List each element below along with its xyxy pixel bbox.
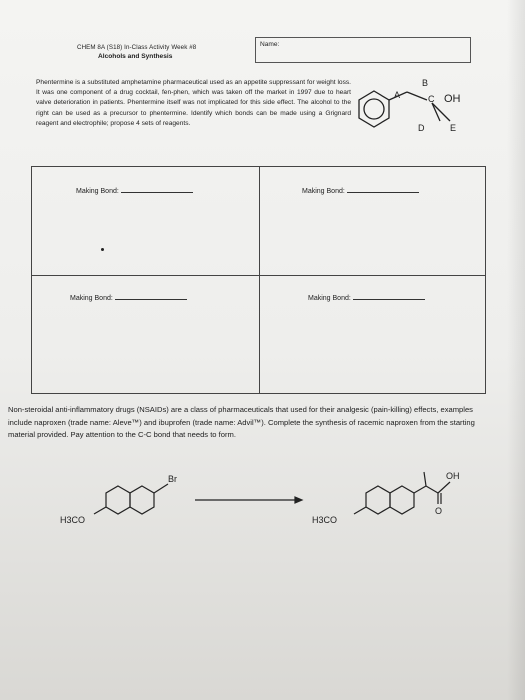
bond-b <box>407 92 427 100</box>
start-h3co-label: H3CO <box>60 515 86 525</box>
grid-divider-horizontal <box>32 275 485 276</box>
product-chain-bond-1 <box>414 486 426 493</box>
start-br-label: Br <box>168 474 177 484</box>
label-c: C <box>428 94 435 104</box>
bond-e <box>432 103 450 121</box>
grid-divider-vertical-top <box>259 167 260 275</box>
product-chain-bond-2 <box>426 486 438 493</box>
product-c-oh-bond <box>438 482 450 493</box>
label-oh: OH <box>444 93 461 105</box>
name-field[interactable] <box>255 37 471 63</box>
product-oh-label: OH <box>446 471 460 481</box>
answer-blank[interactable] <box>353 293 425 300</box>
course-header: CHEM 8A (S18) In-Class Activity Week #8 <box>77 44 197 51</box>
bond-label-top-right: Making Bond: <box>302 186 419 195</box>
product-naphthalene-ring-1 <box>366 486 390 514</box>
start-methoxy-bond <box>94 507 106 514</box>
answer-grid <box>31 166 486 394</box>
bond-label-top-left: Making Bond: <box>76 186 193 195</box>
worksheet-subtitle: Alcohols and Synthesis <box>98 53 173 60</box>
start-naphthalene-ring-1 <box>106 486 130 514</box>
product-o-label: O <box>435 506 443 516</box>
bond-d <box>432 103 440 121</box>
product-naphthalene-ring-2 <box>390 486 414 514</box>
start-naphthalene-ring-2 <box>130 486 154 514</box>
product-methoxy-bond <box>354 507 366 514</box>
answer-blank[interactable] <box>347 186 419 193</box>
intro-paragraph: Phentermine is a substituted amphetamine pharmaceutical used as an appetite suppressant for weight loss. It was one component of a drug cocktail, fen-phen, which was taken off the market in 1997 due to heart valve deterioration in patients. Phentermine itself was not implicated for this side effect. The alcohol to the right can be used as a precursor to phentermine. Identify which bonds can be made using a Grignard reagent and electrophile; propose 4 sets of reagents. <box>36 79 351 127</box>
name-label: Name: <box>260 41 280 48</box>
bond-label-bottom-left: Making Bond: <box>70 293 187 302</box>
alcohol-structure-diagram <box>352 75 502 150</box>
reaction-arrow-head <box>295 497 302 503</box>
pen-mark <box>101 248 104 251</box>
answer-blank[interactable] <box>121 186 193 193</box>
start-br-bond <box>154 484 168 493</box>
label-e: E <box>450 123 457 133</box>
label-b: B <box>422 78 429 88</box>
answer-blank[interactable] <box>115 293 187 300</box>
label-a: A <box>394 90 401 100</box>
product-h3co-label: H3CO <box>312 515 338 525</box>
label-d: D <box>418 123 425 133</box>
reaction-scheme <box>40 460 490 540</box>
nsaid-paragraph: Non-steroidal anti-inflammatory drugs (NSAIDs) are a class of pharmaceuticals that used for their analgesic (pain-killing) effects, examples include naproxen (trade name: Aleve™) and ibuprofen (trade name: Advil™). Complete the synthesis of racemic naproxen from the starting material provided. Pay attention to the C-C bond that needs to form. <box>8 405 475 439</box>
grid-divider-vertical-bottom <box>259 275 260 393</box>
aromatic-circle <box>364 99 384 119</box>
bond-label-bottom-right: Making Bond: <box>308 293 425 302</box>
product-methyl-bond <box>424 472 426 486</box>
page-shadow <box>507 0 525 700</box>
